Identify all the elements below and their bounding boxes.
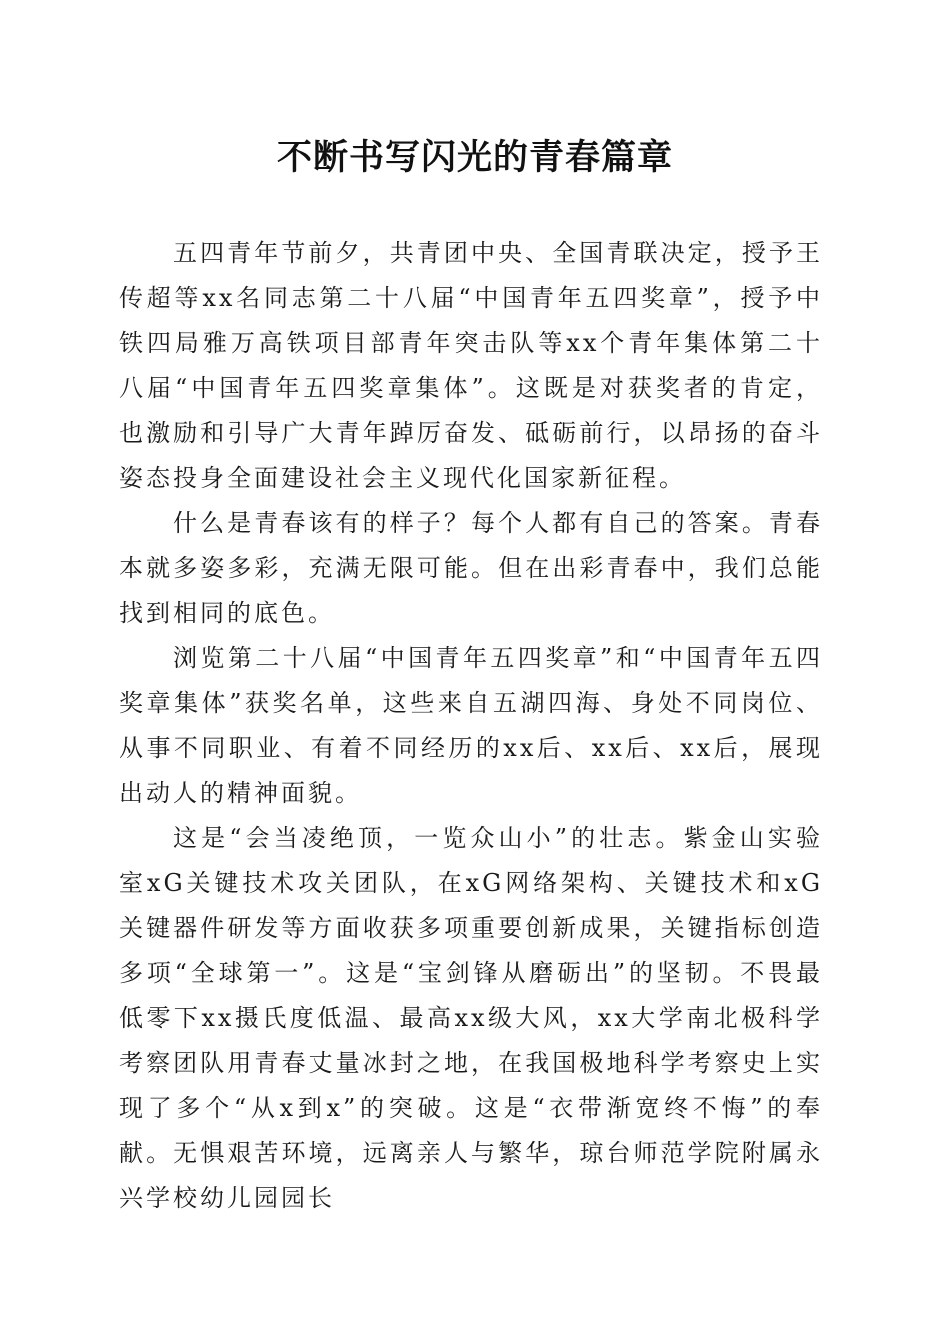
- paragraph: 五四青年节前夕，共青团中央、全国青联决定，授予王传超等xx名同志第二十八届“中国青年五四奖章”，授予中铁四局雅万高铁项目部青年突击队等xx个青年集体第二十八届“中国青年五四奖章集体”。这既是对获奖者的肯定，也激励和引导广大青年踔厉奋发、砥砺前行，以昂扬的奋斗姿态投身全面建设社会主义现代化国家新征程。: [119, 239, 823, 492]
- paragraph: 什么是青春该有的样子？每个人都有自己的答案。青春本就多姿多彩，充满无限可能。但在出彩青春中，我们总能找到相同的底色。: [119, 509, 823, 627]
- paragraph: 浏览第二十八届“中国青年五四奖章”和“中国青年五四奖章集体”获奖名单，这些来自五湖四海、身处不同岗位、从事不同职业、有着不同经历的xx后、xx后、xx后，展现出动人的精神面貌。: [119, 644, 823, 807]
- paragraph: 这是“会当凌绝顶，一览众山小”的壮志。紫金山实验室xG关键技术攻关团队，在xG网络架构、关键技术和xG关键器件研发等方面收获多项重要创新成果，关键指标创造多项“全球第一”。这是“宝剑锋从磨砺出”的坚韧。不畏最低零下xx摄氏度低温、最高xx级大风，xx大学南北极科学考察团队用青春丈量冰封之地，在我国极地科学考察史上实现了多个“从x到x”的突破。这是“衣带渐宽终不悔”的奉献。无惧艰苦环境，远离亲人与繁华，琼台师范学院附属永兴学校幼儿园园长: [119, 824, 823, 1212]
- document-title: 不断书写闪光的青春篇章: [276, 137, 673, 178]
- document-body: [119, 231, 823, 1221]
